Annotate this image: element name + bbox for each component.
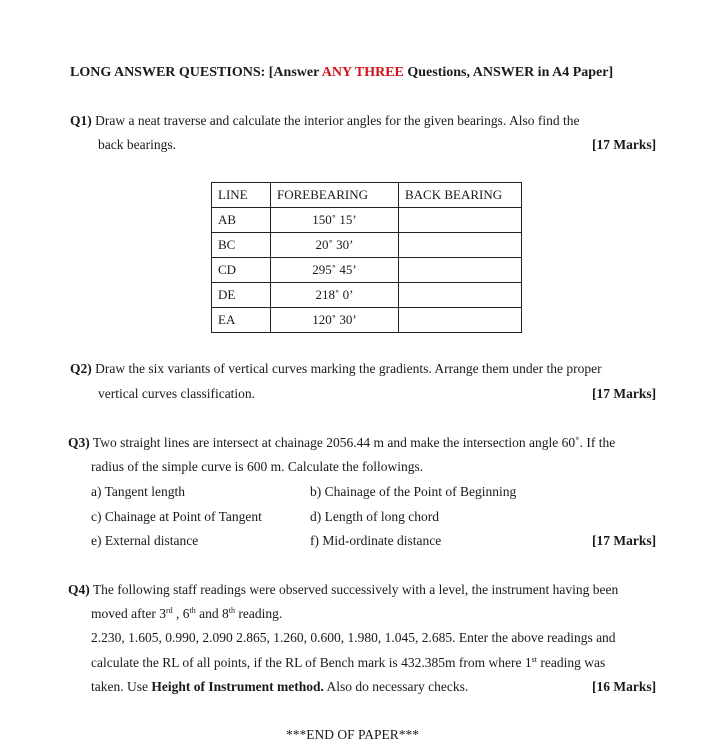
q3-item-a: a) Tangent length xyxy=(91,484,186,499)
q3-item-c: c) Chainage at Point of Tangent xyxy=(91,509,262,524)
cell-forebearing: 218˚ 0’ xyxy=(271,283,399,308)
q4-line1 xyxy=(68,582,618,598)
q4-line4-part: calculate the RL of all points, if the RL of Bench mark is 432.385m from where 1 xyxy=(91,655,532,670)
cell-back-bearing xyxy=(399,208,522,233)
q1-text-line2: back bearings. xyxy=(98,137,176,152)
header-forebearing: FOREBEARING xyxy=(271,183,399,208)
bearing-table xyxy=(211,182,522,333)
end-of-paper: ***END OF PAPER*** xyxy=(286,727,420,742)
section-heading xyxy=(70,65,613,81)
table-row xyxy=(212,258,522,283)
table-header-row xyxy=(212,183,522,208)
cell-back-bearing xyxy=(399,283,522,308)
q4-line2-part: reading. xyxy=(234,606,283,621)
q1-marks: [17 Marks] xyxy=(592,137,657,152)
table-row xyxy=(212,283,522,308)
q3-text-line1: Two straight lines are intersect at chainage 2056.44 m and make the intersection angle 60˚. If the xyxy=(92,435,616,450)
cell-line: CD xyxy=(212,258,271,283)
cell-back-bearing xyxy=(399,258,522,283)
table-row xyxy=(212,233,522,258)
q4-text-line2 xyxy=(91,606,282,622)
cell-line: BC xyxy=(212,233,271,258)
q4-superscript: rd xyxy=(165,606,173,615)
q3-item-f: f) Mid-ordinate distance xyxy=(310,533,442,548)
q3-line1 xyxy=(68,435,615,451)
q4-line4-part: reading was xyxy=(536,655,606,670)
header-line: LINE xyxy=(212,183,271,208)
q3-marks: [17 Marks] xyxy=(592,533,657,548)
cell-forebearing: 120˚ 30’ xyxy=(271,308,399,333)
heading-highlight: ANY THREE xyxy=(321,65,404,80)
q3-item-b: b) Chainage of the Point of Beginning xyxy=(310,484,517,499)
q3-item-e: e) External distance xyxy=(91,533,199,548)
q3-text-line2: radius of the simple curve is 600 m. Calculate the followings. xyxy=(91,459,424,474)
cell-line: EA xyxy=(212,308,271,333)
q2-text-line2: vertical curves classification. xyxy=(98,386,256,401)
q4-line2-part: , 6 xyxy=(172,606,190,621)
q3-number: Q3) xyxy=(68,435,90,450)
q2-line1 xyxy=(70,361,602,377)
q2-text-line1: Draw the six variants of vertical curves marking the gradients. Arrange them under the proper xyxy=(95,361,602,376)
cell-forebearing: 295˚ 45’ xyxy=(271,258,399,283)
q4-method-bold: Height of Instrument method. xyxy=(151,679,324,694)
q3-item-d: d) Length of long chord xyxy=(310,509,439,524)
cell-forebearing: 20˚ 30’ xyxy=(271,233,399,258)
q2-marks: [17 Marks] xyxy=(592,386,657,401)
q4-marks: [16 Marks] xyxy=(592,679,657,694)
q1-line1 xyxy=(70,113,579,129)
q4-number: Q4) xyxy=(68,582,90,597)
q4-text-line4 xyxy=(91,655,605,671)
q4-text-line5 xyxy=(91,679,468,695)
table-row xyxy=(212,208,522,233)
q4-text-line1: The following staff readings were observed successively with a level, the instrument having been xyxy=(92,582,619,597)
q4-superscript: st xyxy=(531,655,537,664)
q1-text-line1: Draw a neat traverse and calculate the interior angles for the given bearings. Also find the xyxy=(95,113,580,128)
q4-line5-part: taken. Use xyxy=(91,679,152,694)
q2-number: Q2) xyxy=(70,361,92,376)
header-back-bearing: BACK BEARING xyxy=(399,183,522,208)
q4-line2-part: and 8 xyxy=(195,606,229,621)
cell-forebearing: 150˚ 15’ xyxy=(271,208,399,233)
cell-line: DE xyxy=(212,283,271,308)
q4-line2-part: moved after 3 xyxy=(91,606,166,621)
q1-number: Q1) xyxy=(70,113,92,128)
q4-superscript: th xyxy=(228,606,235,615)
heading-prefix: LONG ANSWER QUESTIONS: [Answer xyxy=(70,65,322,80)
cell-line: AB xyxy=(212,208,271,233)
q4-text-line3: 2.230, 1.605, 0.990, 2.090 2.865, 1.260, 0.600, 1.980, 1.045, 2.685. Enter the above readings and xyxy=(91,630,616,645)
table-row xyxy=(212,308,522,333)
heading-suffix: Questions, ANSWER in A4 Paper] xyxy=(403,65,614,80)
q4-superscript: th xyxy=(189,606,196,615)
q4-line5-part: Also do necessary checks. xyxy=(323,679,469,694)
cell-back-bearing xyxy=(399,308,522,333)
cell-back-bearing xyxy=(399,233,522,258)
